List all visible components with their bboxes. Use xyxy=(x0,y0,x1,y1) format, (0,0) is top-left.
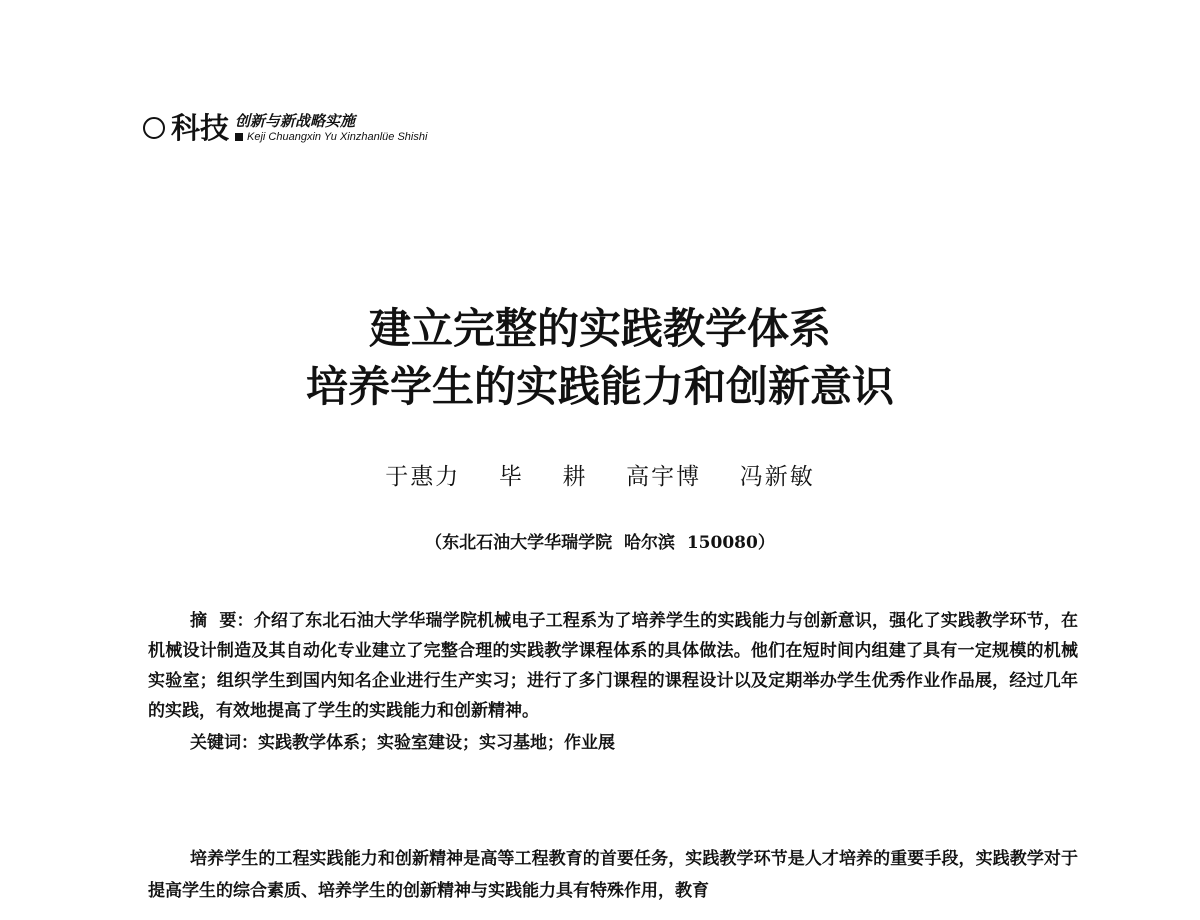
paper-title xyxy=(0,300,1200,416)
journal-header xyxy=(143,112,427,144)
journal-section-subtitle xyxy=(235,112,427,144)
title-line-2: 培养学生的实践能力和创新意识 xyxy=(305,362,894,411)
square-bullet-icon xyxy=(235,133,243,141)
journal-section-title: 科技 xyxy=(171,110,230,145)
author-list: 于惠力 毕 耕 高宇博 冯新敏 xyxy=(385,464,815,490)
keywords-paragraph xyxy=(148,728,1078,758)
abstract-label: 摘 要： xyxy=(190,611,254,631)
keywords-label: 关键词： xyxy=(190,733,258,753)
keywords-text: 实践教学体系；实验室建设；实习基地；作业展 xyxy=(258,733,615,753)
abstract-section xyxy=(148,606,1078,758)
body-paragraph: 培养学生的工程实践能力和创新精神是高等工程教育的首要任务，实践教学环节是人才培养的重要手段，实践教学对于提高学生的综合素质、培养学生的创新精神与实践能力具有特殊作用，教育 xyxy=(148,849,1078,901)
section-subtitle-pinyin-row xyxy=(235,130,427,144)
section-subtitle-pinyin: Keji Chuangxin Yu Xinzhanlüe Shishi xyxy=(247,131,428,143)
abstract-paragraph xyxy=(148,606,1078,726)
circle-icon xyxy=(143,117,165,139)
affiliation: （东北石油大学华瑞学院 哈尔滨 150080） xyxy=(425,533,775,553)
title-line-1: 建立完整的实践教学体系 xyxy=(368,304,831,353)
section-subtitle-chinese: 创新与新战略实施 xyxy=(235,112,356,130)
abstract-text: 介绍了东北石油大学华瑞学院机械电子工程系为了培养学生的实践能力与创新意识，强化了实践教学环节，在机械设计制造及其自动化专业建立了完整合理的实践教学课程体系的具体做法。他们在短时间内组建了具有一定规模的机械实验室；组织学生到国内知名企业进行生产实习；进行了多门课程的课程设计以及定期举办学生优秀作业作品展，经过几年的实践，有效地提高了学生的实践能力和创新精神。 xyxy=(148,611,1078,721)
